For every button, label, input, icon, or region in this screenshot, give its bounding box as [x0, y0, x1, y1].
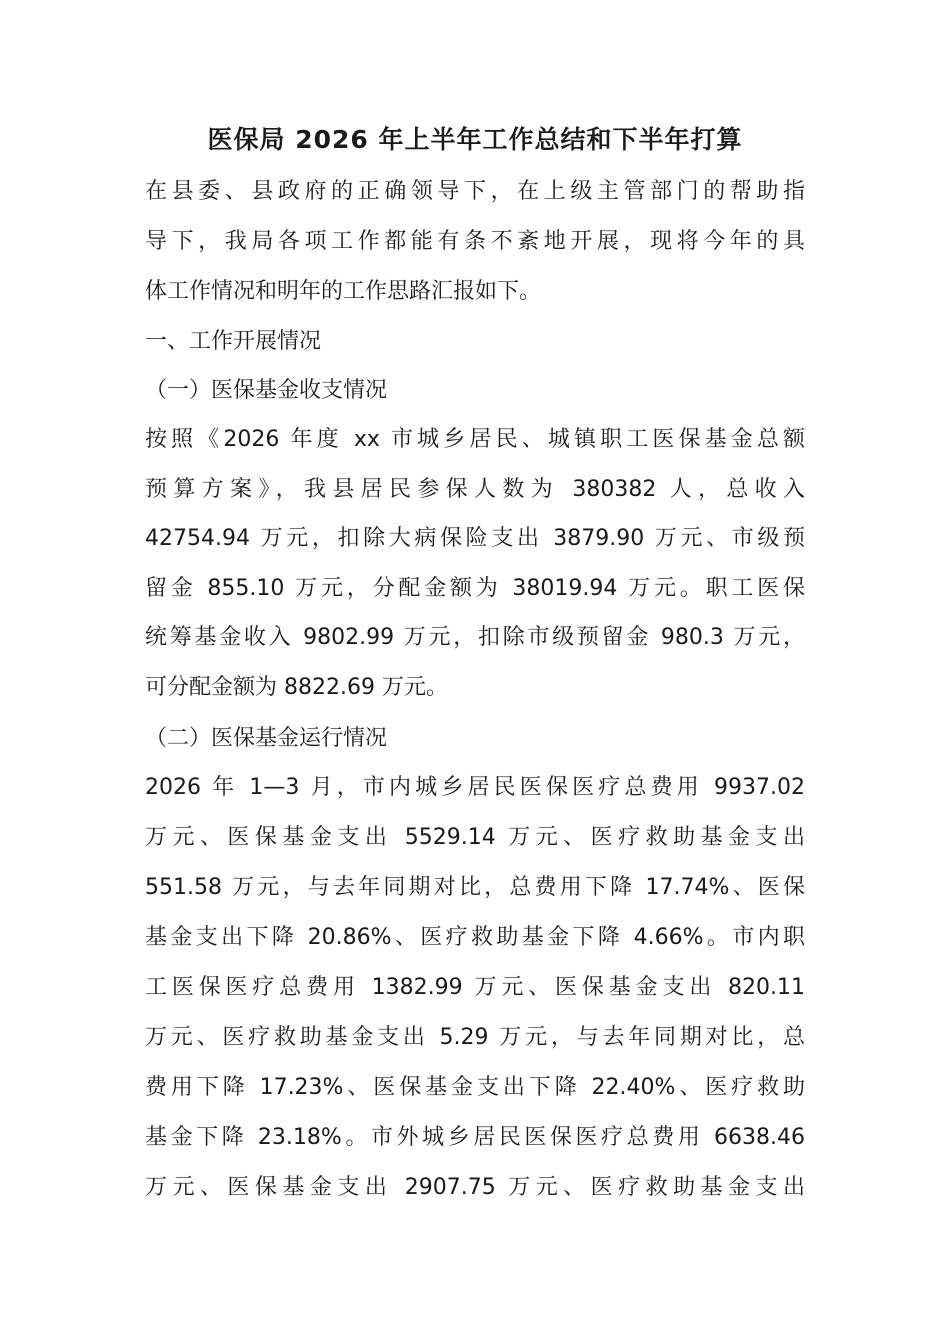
paragraph-line: 在县委、县政府的正确领导下，在上级主管部门的帮助指 [145, 179, 805, 204]
subsection-heading: （二）医保基金运行情况 [145, 726, 388, 751]
paragraph-line: 预算方案》，我县居民参保人数为 380382 人，总收入 [145, 477, 805, 502]
paragraph-line: 费用下降 17.23%、医保基金支出下降 22.40%、医疗救助 [145, 1075, 805, 1100]
paragraph-line: 可分配金额为 8822.69 万元。 [145, 675, 448, 700]
paragraph-line: 基金下降 23.18%。市外城乡居民医保医疗总费用 6638.46 [145, 1125, 805, 1150]
paragraph-line: 万元、医保基金支出 5529.14 万元、医疗救助基金支出 [145, 825, 805, 850]
paragraph-line: 万元、医疗救助基金支出 5.29 万元，与去年同期对比，总 [145, 1025, 805, 1050]
paragraph-line: 2026 年 1—3 月，市内城乡居民医保医疗总费用 9937.02 [145, 775, 805, 800]
subsection-heading: （一）医保基金收支情况 [145, 378, 388, 403]
paragraph-line: 导下，我局各项工作都能有条不紊地开展，现将今年的具 [145, 229, 805, 254]
paragraph-line: 工医保医疗总费用 1382.99 万元、医保基金支出 820.11 [145, 975, 805, 1000]
paragraph-line: 统筹基金收入 9802.99 万元，扣除市级预留金 980.3 万元， [145, 625, 805, 650]
section-heading: 一、工作开展情况 [145, 329, 322, 354]
paragraph-line: 基金支出下降 20.86%、医疗救助基金下降 4.66%。市内职 [145, 925, 805, 950]
paragraph-line: 留金 855.10 万元，分配金额为 38019.94 万元。职工医保 [145, 576, 805, 601]
paragraph-line: 551.58 万元，与去年同期对比，总费用下降 17.74%、医保 [145, 875, 805, 900]
document-title: 医保局 2026 年上半年工作总结和下半年打算 [207, 125, 743, 154]
paragraph-line: 按照《2026 年度 xx 市城乡居民、城镇职工医保基金总额 [145, 427, 805, 452]
paragraph-line: 体工作情况和明年的工作思路汇报如下。 [145, 279, 542, 304]
paragraph-line: 万元、医保基金支出 2907.75 万元、医疗救助基金支出 [145, 1175, 805, 1200]
paragraph-line: 42754.94 万元，扣除大病保险支出 3879.90 万元、市级预 [145, 526, 805, 551]
